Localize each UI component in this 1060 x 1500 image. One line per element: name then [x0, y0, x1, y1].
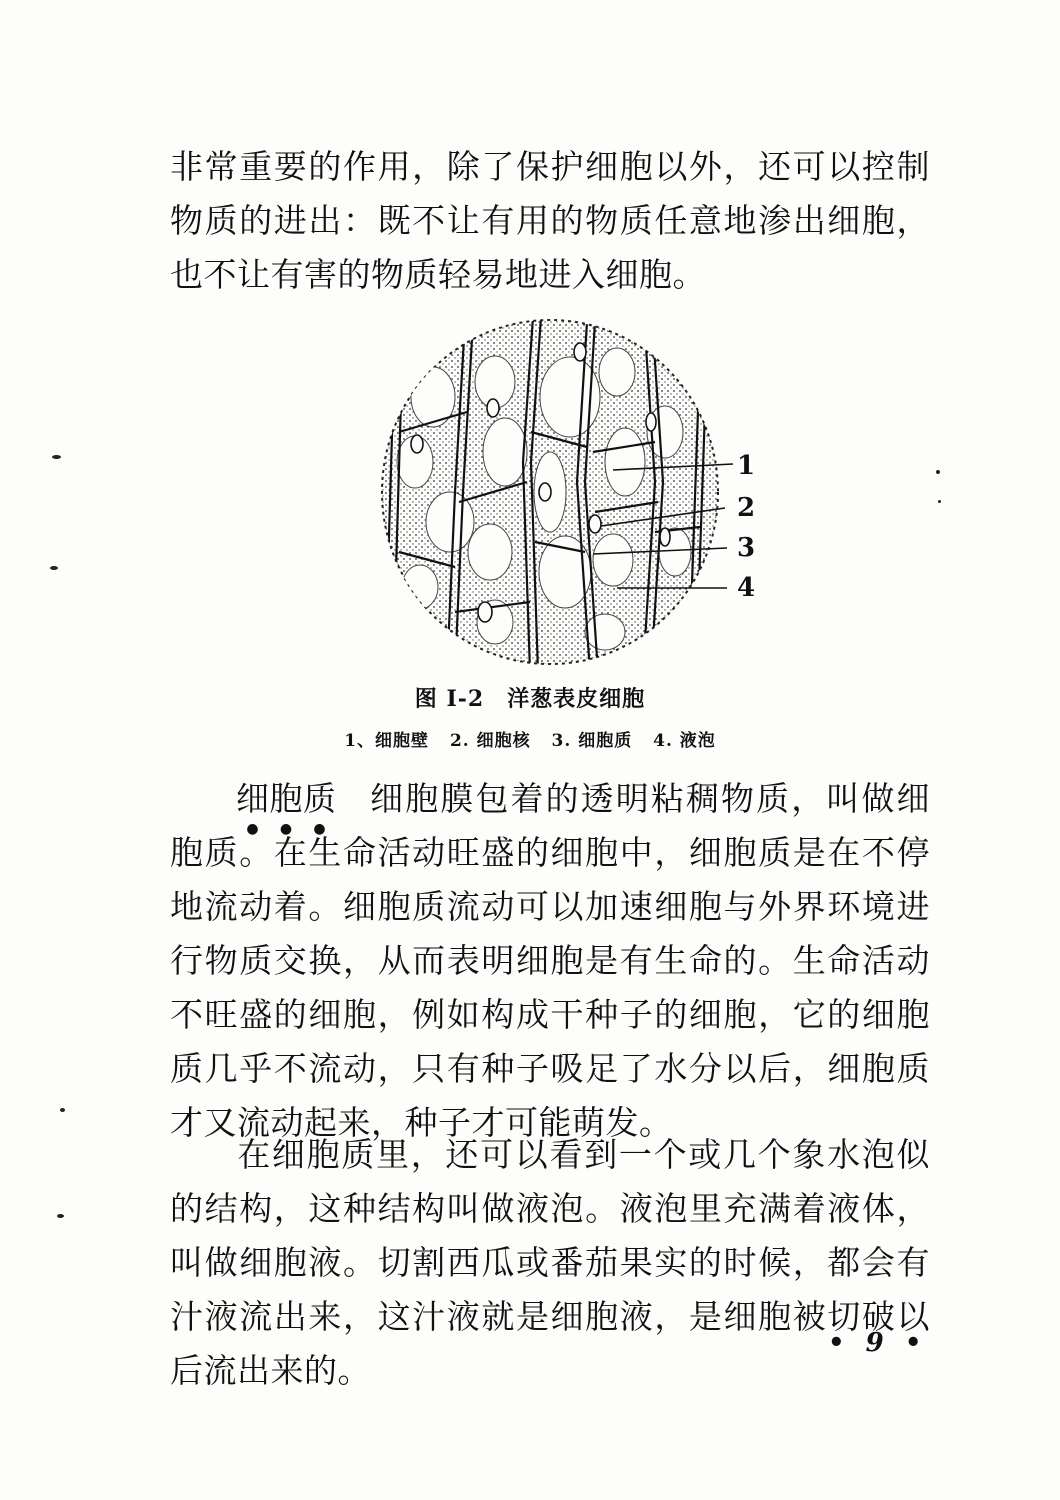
callout-2: 2 [737, 493, 756, 523]
vacuole-body: 在细胞质里，还可以看到一个或几个象水泡似的结构，这种结构叫做液泡。液泡里充满着液体，叫做细胞液。切割西瓜或番茄果实的时候，都会有汁液流出来，这汁液就是细胞液，是细胞被切破以后流出来的。 [170, 1135, 930, 1390]
onion-epidermis-figure [355, 312, 775, 674]
callout-3: 3 [737, 533, 756, 563]
vacuole-paragraph [170, 1128, 930, 1398]
emphasis-dots-icon: ● ● ● [246, 821, 327, 837]
legend-item-cell-wall: 1、细胞壁 [344, 731, 430, 751]
scan-speck [57, 1214, 64, 1218]
top-paragraph: 非常重要的作用，除了保护细胞以外，还可以控制物质的进出：既不让有用的物质任意地渗出细胞，也不让有害的物质轻易地进入细胞。 [170, 147, 930, 294]
scan-speck [60, 1108, 65, 1112]
scan-speck [50, 566, 58, 570]
legend-item-vacuole: 4. 液泡 [653, 731, 716, 751]
scan-speck [936, 470, 940, 474]
figure-caption: 图 I-2 洋葱表皮细胞 [414, 686, 646, 712]
page-number: • 9 • [828, 1328, 928, 1358]
scan-speck [52, 455, 61, 459]
figure-legend [0, 726, 1060, 751]
onion-cell-illustration [355, 312, 775, 674]
cytoplasm-body: 细胞膜包着的透明粘稠物质，叫做细胞质。在生命活动旺盛的细胞中，细胞质是在不停地流动着。细胞质流动可以加速细胞与外界环境进行物质交换，从而表明细胞是有生命的。生命活动不旺盛的细胞，例如构成干种子的细胞，它的细胞质几乎不流动，只有种子吸足了水分以后，细胞质才又流动起来，种子才可能萌发。 [170, 779, 930, 1142]
legend-item-nucleus: 2. 细胞核 [449, 731, 531, 751]
callout-1: 1 [737, 451, 756, 481]
callout-4: 4 [737, 573, 756, 603]
legend-item-cytoplasm: 3. 细胞质 [551, 731, 633, 751]
cytoplasm-paragraph [170, 772, 930, 1150]
scan-speck [938, 500, 941, 503]
term-cytoplasm [236, 772, 337, 837]
term-cytoplasm-text: 细胞质 [236, 779, 337, 818]
